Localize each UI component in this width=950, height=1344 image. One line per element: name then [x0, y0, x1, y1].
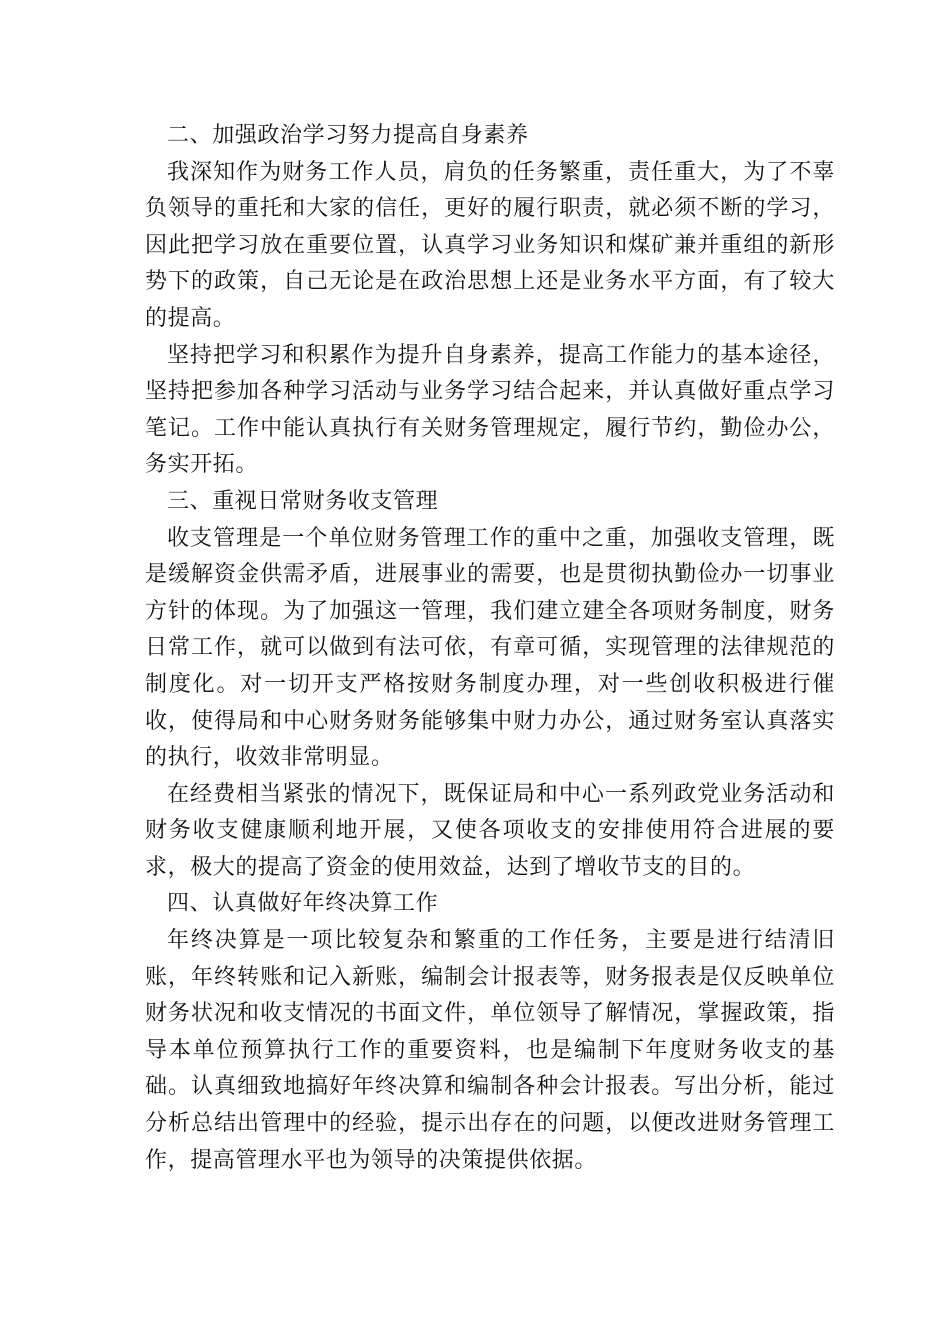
document-body: [145, 118, 835, 1179]
section-heading-2: 二、加强政治学习努力提高自身素养: [167, 123, 529, 148]
paragraph-revenue-management: 收支管理是一个单位财务管理工作的重中之重，加强收支管理，既是缓解资金供需矛盾，进展事业的需要，也是贯彻执勤俭办一切事业方针的体现。为了加强这一管理，我们建立建全各项财务制度，财务日常工作，就可以做到有法可依，有章可循，实现管理的法律规范的制度化。对一切开支严格按财务制度办理，对一些创收积极进行催收，使得局和中心财务财务能够集中财力办公，通过财务室认真落实的执行，收效非常明显。: [145, 525, 835, 771]
section-heading-4: 四、认真做好年终决算工作: [167, 891, 439, 917]
section-heading-3: 三、重视日常财务收支管理: [167, 488, 439, 514]
paragraph-funding-efficiency: 在经费相当紧张的情况下，既保证局和中心一系列政党业务活动和财务收支健康顺利地开展，又使各项收支的安排使用符合进展的要求，极大的提高了资金的使用效益，达到了增收节支的目的。: [145, 781, 835, 880]
paragraph-study-accumulation: 坚持把学习和积累作为提升自身素养，提高工作能力的基本途径，坚持把参加各种学习活动与业务学习结合起来，并认真做好重点学习笔记。工作中能认真执行有关财务管理规定，履行节约，勤俭办公，务实开拓。: [145, 342, 835, 478]
paragraph-study-responsibility: 我深知作为财务工作人员，肩负的任务繁重，责任重大，为了不辜负领导的重托和大家的信任，更好的履行职责，就必须不断的学习，因此把学习放在重要位置，认真学习业务知识和煤矿兼并重组的新形势下的政策，自己无论是在政治思想上还是业务水平方面，有了较大的提高。: [145, 159, 835, 331]
paragraph-year-end-settlement: 年终决算是一项比较复杂和繁重的工作任务，主要是进行结清旧账，年终转账和记入新账，编制会计报表等，财务报表是仅反映单位财务状况和收支情况的书面文件，单位领导了解情况，掌握政策，指导本单位预算执行工作的重要资料，也是编制下年度财务收支的基础。认真细致地搞好年终决算和编制各种会计报表。写出分析，能过分析总结出管理中的经验，提示出存在的问题，以便改进财务管理工作，提高管理水平也为领导的决策提供依据。: [145, 928, 835, 1173]
